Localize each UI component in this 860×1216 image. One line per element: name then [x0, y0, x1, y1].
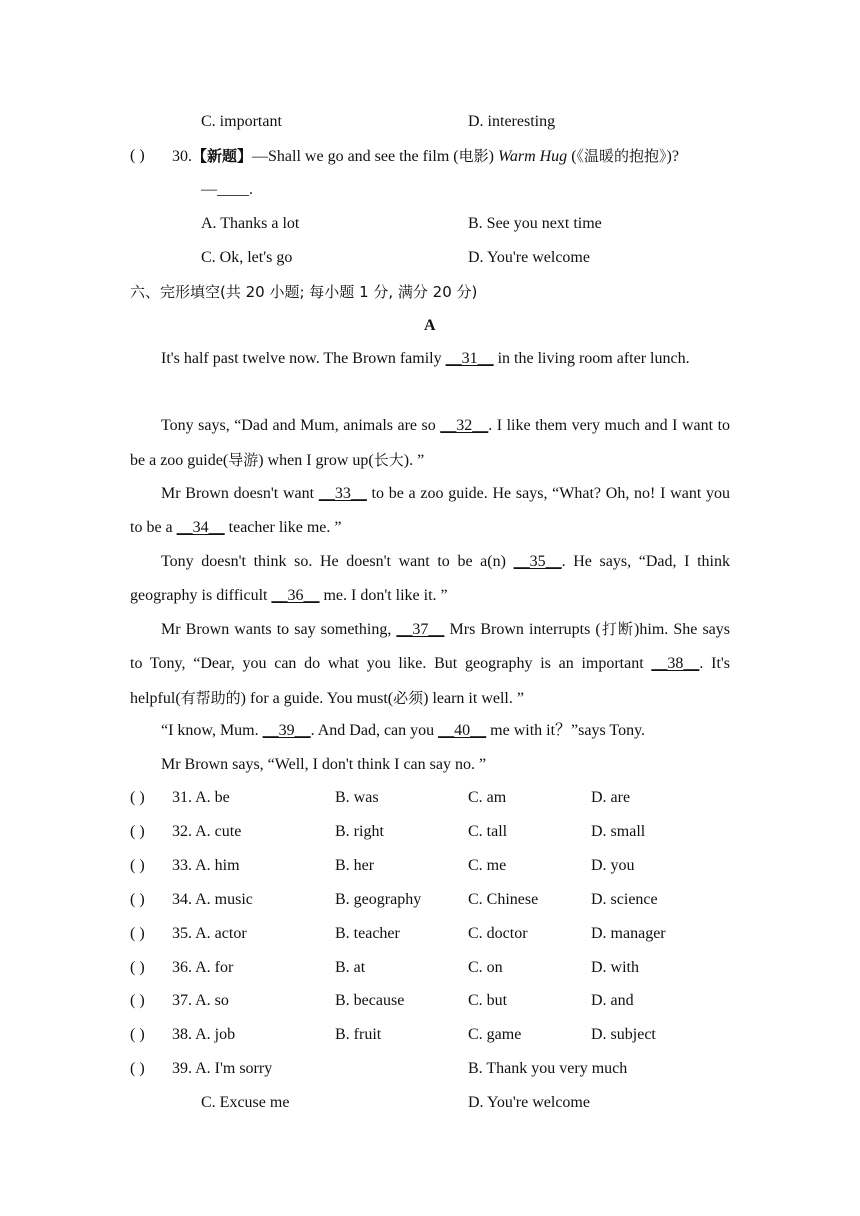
- answer-paren: ( ): [130, 959, 145, 976]
- passage-paragraph-7: Mr Brown says, “Well, I don't think I can say no. ”: [161, 756, 487, 773]
- option-c: C. me: [468, 857, 507, 874]
- option-d: D. and: [591, 992, 634, 1009]
- option-a: 31. A. be: [172, 789, 230, 806]
- passage-paragraph-5: Mr Brown wants to say something, __37__ Mrs Brown interrupts (打断)him. She says to Tony, “Dear, you can do what you like. But geography is an important __38__. It's helpful(有帮助的) for a guide. You must(必须) learn it well. ”: [130, 620, 730, 707]
- option-c: C. Chinese: [468, 891, 539, 908]
- option-d: D. with: [591, 959, 639, 976]
- blank-38: __38__: [651, 655, 700, 672]
- option-a: 37. A. so: [172, 992, 229, 1009]
- q30-option-a: A. Thanks a lot: [201, 215, 300, 232]
- blank-39: __39__: [262, 722, 311, 739]
- blank-37: __37__: [396, 621, 445, 638]
- answer-paren: ( ): [130, 789, 145, 806]
- option-b: B. right: [335, 823, 384, 840]
- option-c: C. but: [468, 992, 508, 1009]
- section-heading: 六、完形填空(共 20 小题; 每小题 1 分, 满分 20 分): [130, 283, 478, 301]
- q30-stem: 30.【新题】—Shall we go and see the film (电影) Warm Hug (《温暖的抱抱》)?: [172, 147, 679, 165]
- blank-36: __36__: [271, 587, 320, 604]
- q30-option-d: D. You're welcome: [468, 249, 590, 266]
- blank-34: __34__: [176, 519, 225, 536]
- option-a: 38. A. job: [172, 1026, 236, 1043]
- blank-40: __40__: [438, 722, 487, 739]
- q39-option-b: B. Thank you very much: [468, 1060, 628, 1077]
- option-a: 34. A. music: [172, 891, 253, 908]
- new-question-tag: 【新题】: [192, 147, 253, 165]
- option-b: B. because: [335, 992, 405, 1009]
- passage-paragraph-1: It's half past twelve now. The Brown family __31__ in the living room after lunch.: [161, 350, 690, 367]
- answer-paren: ( ): [130, 925, 145, 942]
- film-title: Warm Hug: [497, 148, 568, 165]
- part-label: A: [424, 317, 436, 334]
- option-c: C. game: [468, 1026, 522, 1043]
- passage-paragraph-6: “I know, Mum. __39__. And Dad, can you __40__ me with it？”says Tony.: [161, 722, 646, 739]
- q29-option-c: C. important: [201, 113, 282, 130]
- option-d: D. science: [591, 891, 658, 908]
- option-d: D. subject: [591, 1026, 656, 1043]
- option-b: B. her: [335, 857, 375, 874]
- option-a: 36. A. for: [172, 959, 234, 976]
- q30-number: 30.: [172, 148, 192, 165]
- q30-option-b: B. See you next time: [468, 215, 602, 232]
- q39-option-d: D. You're welcome: [468, 1094, 590, 1111]
- blank-35: __35__: [513, 553, 562, 570]
- option-b: B. fruit: [335, 1026, 382, 1043]
- q39-answer-paren: ( ): [130, 1060, 145, 1077]
- passage-paragraph-4: Tony doesn't think so. He doesn't want to be a(n) __35__. He says, “Dad, I think geography is difficult __36__ me. I don't like it. ”: [130, 553, 731, 604]
- option-d: D. you: [591, 857, 635, 874]
- option-c: C. am: [468, 789, 507, 806]
- q39-option-c: C. Excuse me: [201, 1094, 290, 1111]
- option-b: B. was: [335, 789, 379, 806]
- q29-option-d: D. interesting: [468, 113, 556, 130]
- blank-31: __31__: [445, 350, 494, 367]
- blank-32: __32__: [440, 417, 489, 434]
- option-c: C. doctor: [468, 925, 528, 942]
- blank-33: __33__: [318, 485, 367, 502]
- q39-option-a: 39. A. I'm sorry: [172, 1060, 273, 1077]
- option-b: B. at: [335, 959, 366, 976]
- passage-paragraph-2: Tony says, “Dad and Mum, animals are so __32__. I like them very much and I want to be a zoo guide(导游) when I grow up(长大). ”: [130, 417, 731, 469]
- q30-reply-blank: —____.: [201, 181, 253, 198]
- answer-paren: ( ): [130, 992, 145, 1009]
- answer-paren: ( ): [130, 1026, 145, 1043]
- q30-option-c: C. Ok, let's go: [201, 249, 293, 266]
- option-c: C. tall: [468, 823, 508, 840]
- option-b: B. teacher: [335, 925, 400, 942]
- option-a: 33. A. him: [172, 857, 240, 874]
- answer-paren: ( ): [130, 823, 145, 840]
- answer-paren: ( ): [130, 891, 145, 908]
- option-c: C. on: [468, 959, 503, 976]
- option-d: D. manager: [591, 925, 666, 942]
- answer-paren: ( ): [130, 857, 145, 874]
- option-a: 35. A. actor: [172, 925, 247, 942]
- option-a: 32. A. cute: [172, 823, 242, 840]
- option-d: D. are: [591, 789, 631, 806]
- passage-paragraph-3: Mr Brown doesn't want __33__ to be a zoo guide. He says, “What? Oh, no! I want you to be a __34__ teacher like me. ”: [130, 485, 731, 536]
- option-d: D. small: [591, 823, 646, 840]
- option-b: B. geography: [335, 891, 422, 908]
- q30-answer-paren: ( ): [130, 147, 145, 164]
